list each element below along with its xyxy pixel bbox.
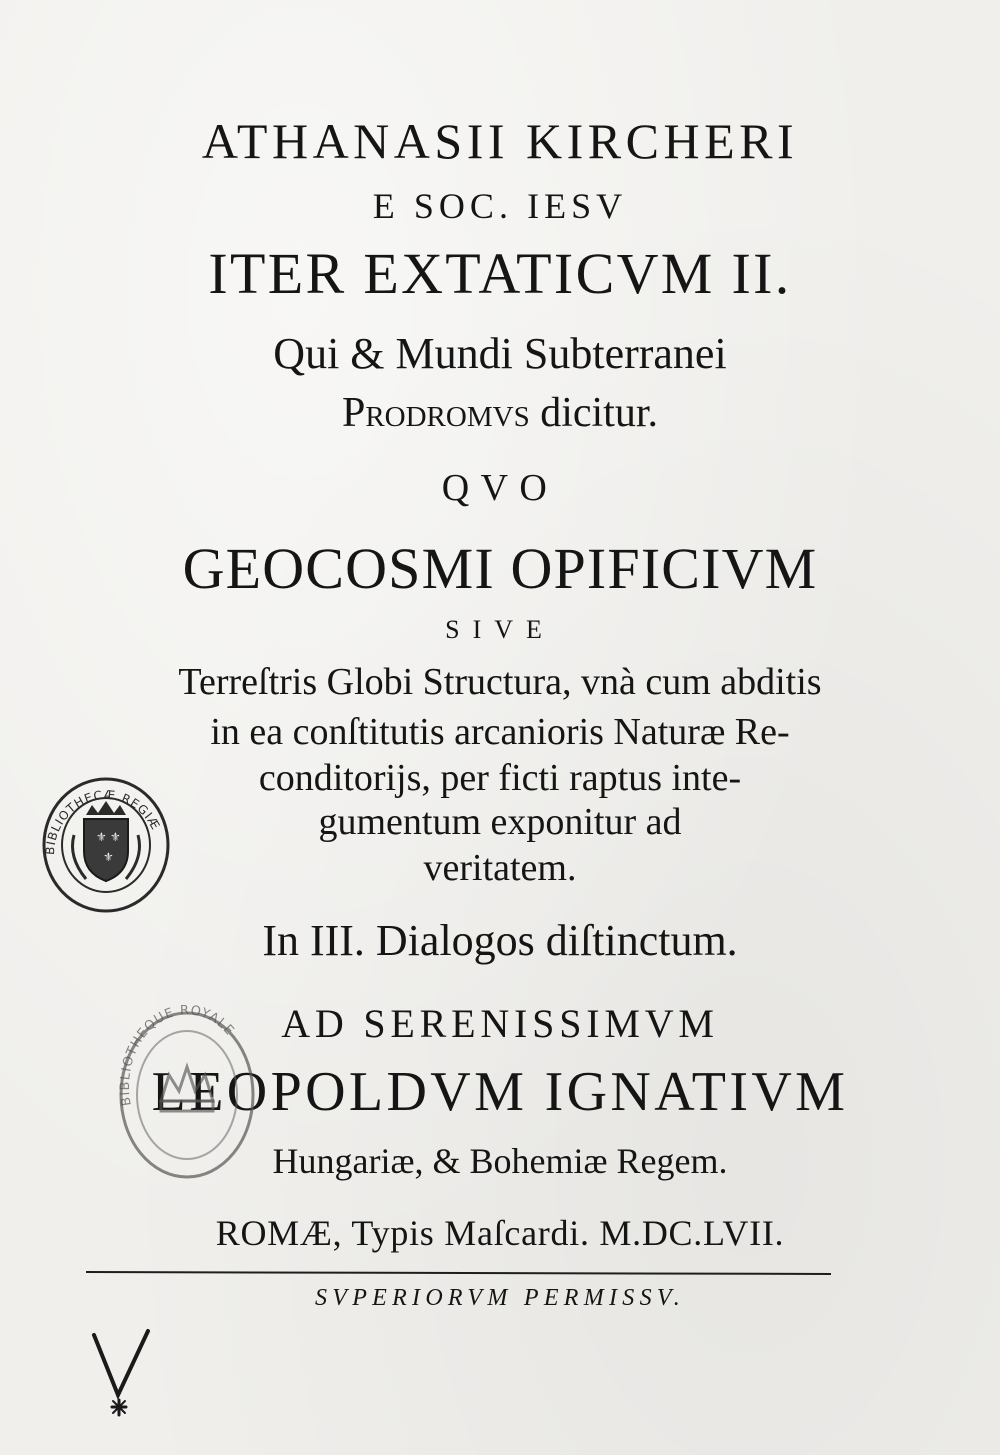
work-title: ITER EXTATICVM II. xyxy=(208,241,792,306)
quo-line: QVO xyxy=(441,467,559,509)
handwritten-shelf-mark xyxy=(88,1325,158,1420)
subtitle-dicitur: dicitur. xyxy=(529,390,659,436)
subtitle-prodromus: Prodromvs xyxy=(341,390,530,436)
main-heading: GEOCOSMI OPIFICIVM xyxy=(182,536,818,601)
subtitle-line-2 xyxy=(0,389,1000,437)
description-line-1: Terreſtris Globi Structura, vnà cum abditis xyxy=(178,661,822,703)
stamp-arms-icon xyxy=(40,775,172,915)
svg-text:⚜: ⚜ xyxy=(110,830,121,844)
shelf-mark-icon xyxy=(88,1325,158,1420)
permission-line: SVPERIORVM PERMISSV. xyxy=(315,1285,685,1311)
dialogos-line: In III. Dialogos diſtinctum. xyxy=(262,916,738,965)
svg-text:⚜: ⚜ xyxy=(96,830,107,844)
author-line: ATHANASII KIRCHERI xyxy=(201,113,799,169)
stamp-2-legend: BIBLIOTHEQUE ROYALE xyxy=(117,1005,238,1107)
description-line-5: veritatem. xyxy=(423,847,577,889)
description-line-4: gumentum exponitur ad xyxy=(318,801,682,843)
sive-line: SIVE xyxy=(445,615,555,644)
society-line: E SOC. IESV xyxy=(372,186,628,226)
svg-text:BIBLIOTHEQUE ROYALE xyxy=(118,1005,237,1107)
subtitle-line-1: Qui & Mundi Subterranei xyxy=(273,329,727,378)
dedication-line-1: AD SERENISSIMVM xyxy=(281,1001,719,1046)
imprint-line: ROMÆ, Typis Maſcardi. M.DC.LVII. xyxy=(215,1213,785,1253)
stamp-crown-icon xyxy=(115,1005,260,1185)
dedication-line-3: Hungariæ, & Bohemiæ Regem. xyxy=(272,1141,728,1181)
description-line-2: in ea conſtitutis arcanioris Naturæ Re- xyxy=(210,711,790,753)
svg-text:⚜: ⚜ xyxy=(103,850,114,864)
library-stamp-royal-arms xyxy=(40,775,172,915)
stamp-1-legend: BIBLIOTHECÆ REGIÆ xyxy=(42,787,163,856)
imprint-rule xyxy=(86,1271,831,1275)
library-stamp-faded xyxy=(115,1005,260,1185)
dedication-line-2: LEOPOLDVM IGNATIVM xyxy=(151,1061,849,1123)
description-line-3: conditorijs, per ficti raptus inte- xyxy=(258,757,742,799)
